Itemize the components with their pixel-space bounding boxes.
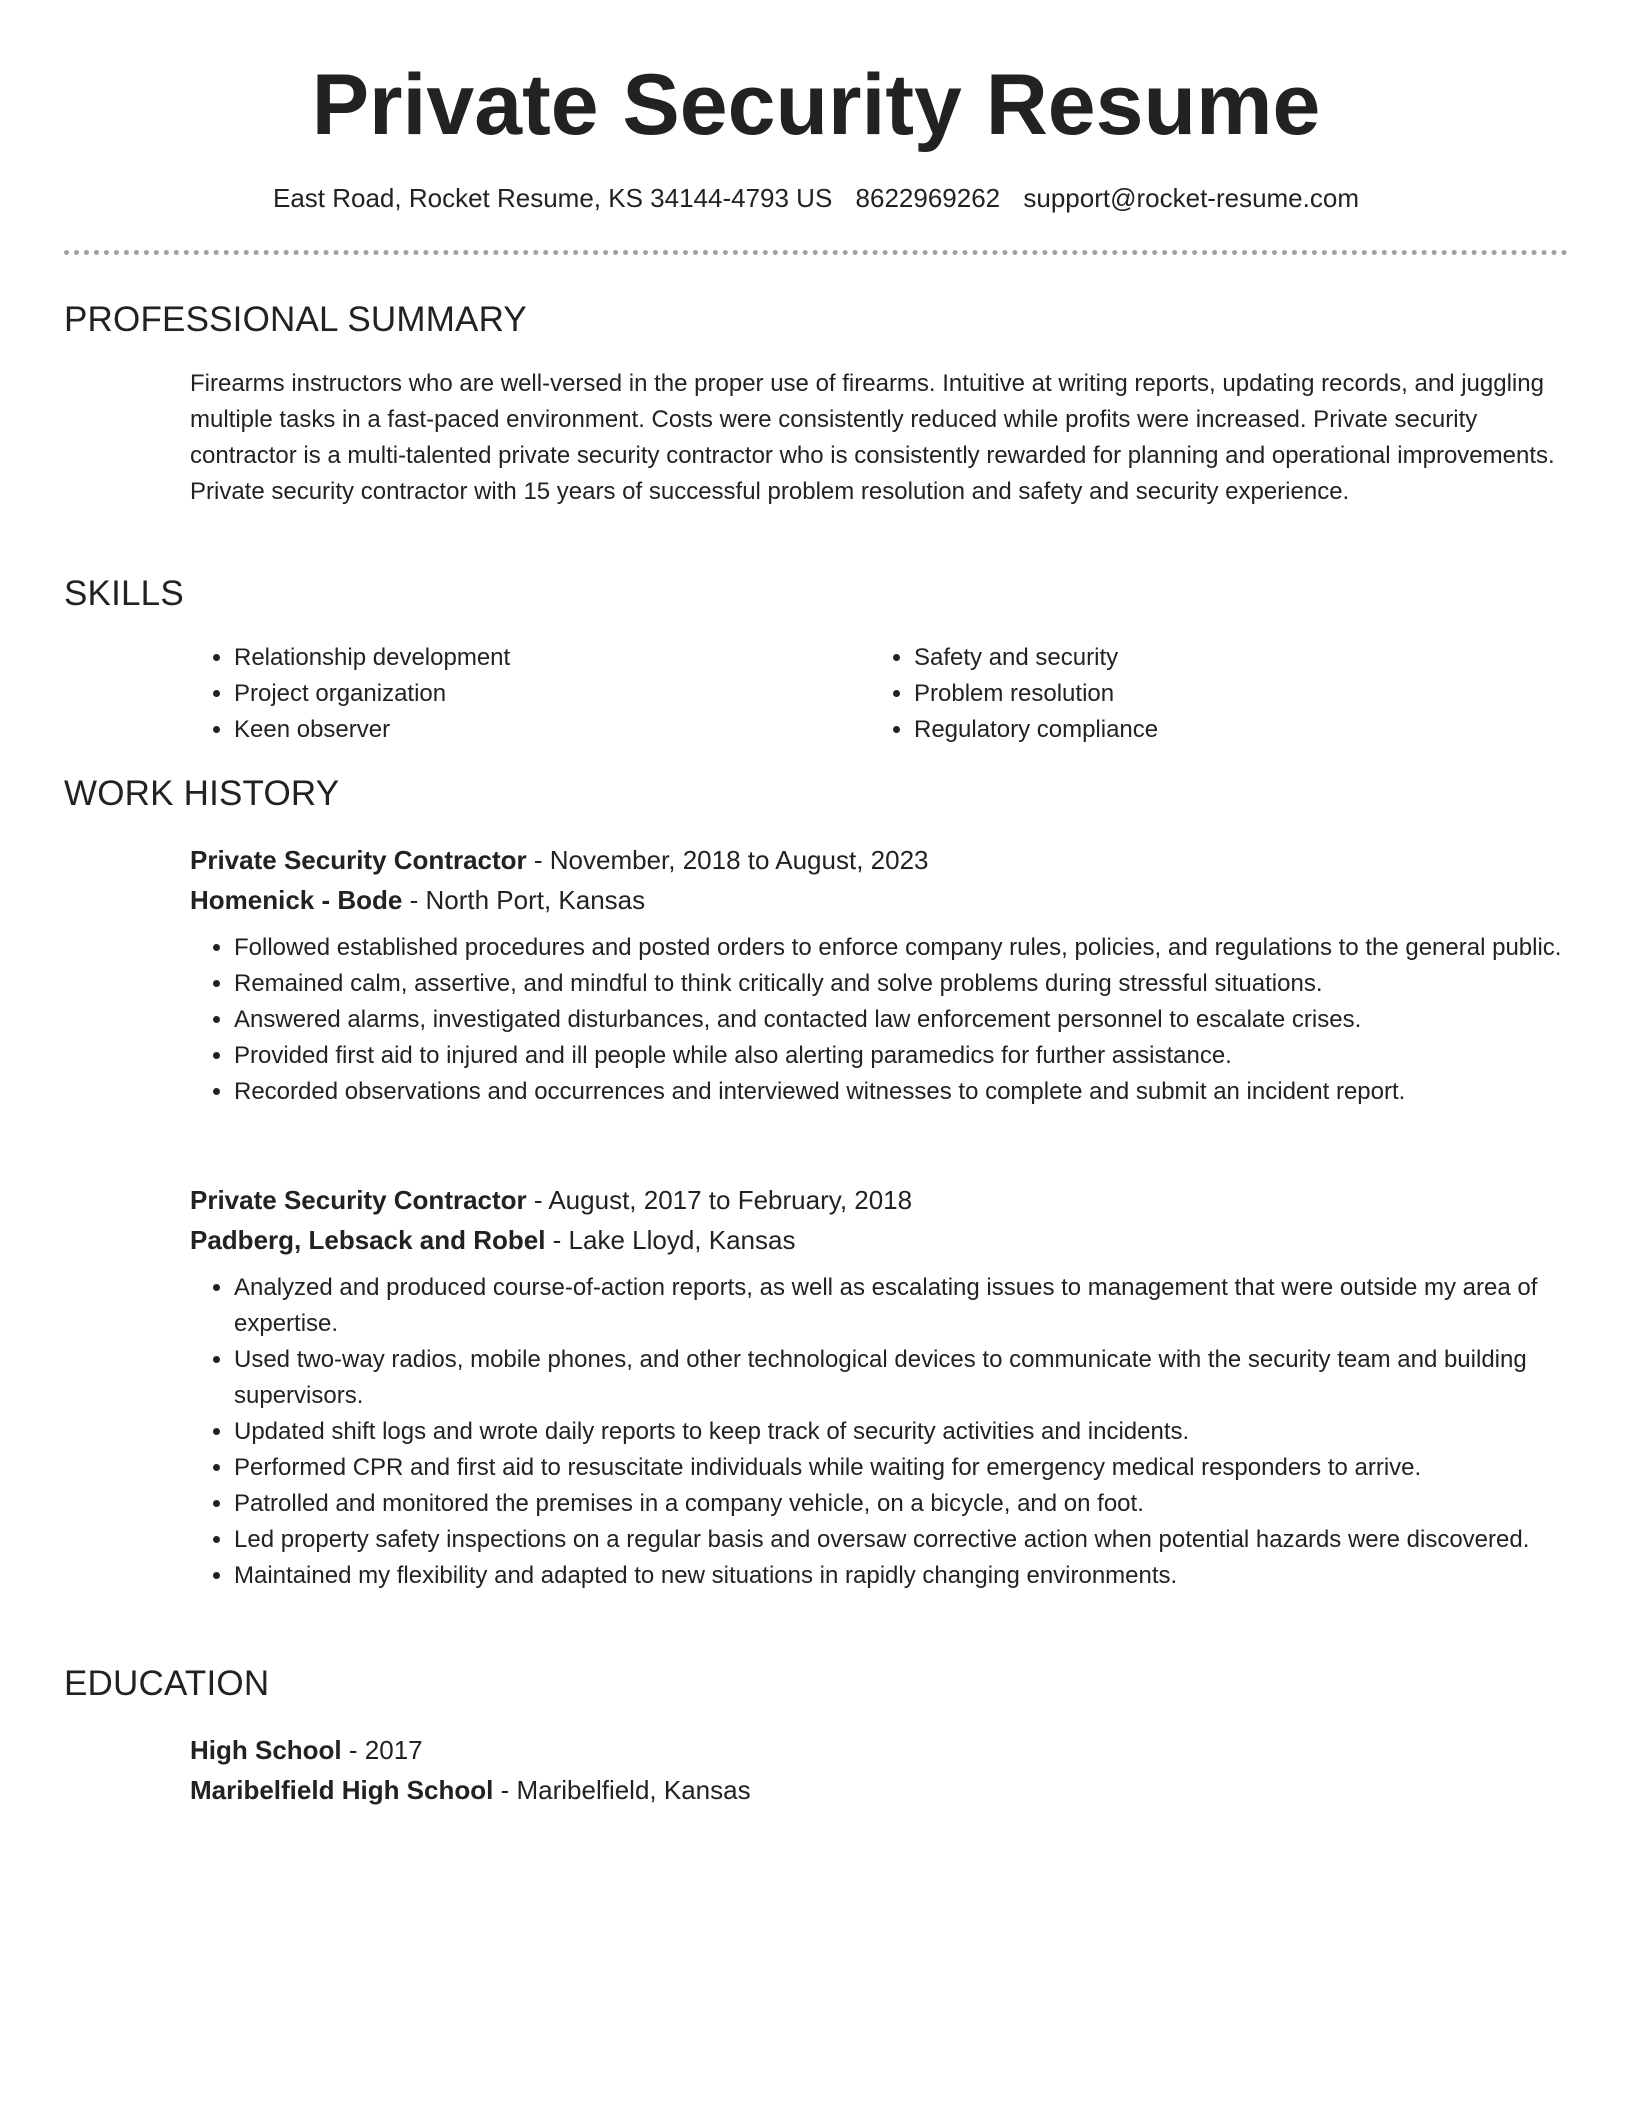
job-duty-item: • Followed established procedures and posted orders to enforce company rules, policies, and regulations to the general public. xyxy=(234,930,1570,966)
skill-item: • Project organization xyxy=(234,676,830,712)
education-degree-line xyxy=(190,1730,1570,1770)
education-degree: High School xyxy=(190,1735,342,1765)
skill-item: • Problem resolution xyxy=(914,676,1510,712)
contact-email: support@rocket-resume.com xyxy=(1023,183,1359,213)
job-company-line xyxy=(190,880,1570,920)
job-duties xyxy=(190,1270,1570,1594)
job-role: Private Security Contractor xyxy=(190,845,527,875)
skill-item: • Relationship development xyxy=(234,640,830,676)
job-duty-item: • Led property safety inspections on a regular basis and oversaw corrective action when potential hazards were discovered. xyxy=(234,1522,1570,1558)
job-duty-item: • Remained calm, assertive, and mindful to think critically and solve problems during stressful situations. xyxy=(234,966,1570,1002)
skills-column-right xyxy=(870,640,1510,748)
education-location: - Maribelfield, Kansas xyxy=(493,1775,751,1805)
work-history-heading: WORK HISTORY xyxy=(64,774,340,813)
contact-address: East Road, Rocket Resume, KS 34144-4793 US xyxy=(272,183,833,213)
summary-heading: PROFESSIONAL SUMMARY xyxy=(64,300,527,339)
skill-item: • Keen observer xyxy=(234,712,830,748)
job-company-line xyxy=(190,1220,1570,1260)
job-duties xyxy=(190,930,1570,1110)
job-entry xyxy=(190,840,1570,1110)
skills-heading: SKILLS xyxy=(64,574,184,613)
job-location: - Lake Lloyd, Kansas xyxy=(545,1225,796,1255)
skill-item: • Safety and security xyxy=(914,640,1510,676)
job-company: Padberg, Lebsack and Robel xyxy=(190,1225,546,1255)
job-duty-item: • Maintained my flexibility and adapted to new situations in rapidly changing environments. xyxy=(234,1558,1570,1594)
job-duty-item: • Updated shift logs and wrote daily reports to keep track of security activities and incidents. xyxy=(234,1414,1570,1450)
job-role-line xyxy=(190,1180,1570,1220)
job-duty-item: • Recorded observations and occurrences and interviewed witnesses to complete and submit an incident report. xyxy=(234,1074,1570,1110)
skills-column-left xyxy=(190,640,830,748)
job-duty-item: • Patrolled and monitored the premises in a company vehicle, on a bicycle, and on foot. xyxy=(234,1486,1570,1522)
education-school: Maribelfield High School xyxy=(190,1775,494,1805)
job-dates: - August, 2017 to February, 2018 xyxy=(526,1185,913,1215)
job-company: Homenick - Bode xyxy=(190,885,403,915)
header-divider xyxy=(64,250,1568,255)
job-dates: - November, 2018 to August, 2023 xyxy=(526,845,929,875)
job-duty-item: • Used two-way radios, mobile phones, and other technological devices to communicate with the security team and building supervisors. xyxy=(234,1342,1570,1414)
education-year: - 2017 xyxy=(341,1735,423,1765)
job-entry xyxy=(190,1180,1570,1594)
summary-text: Firearms instructors who are well-versed in the proper use of firearms. Intuitive at writing reports, updating records, and juggling multiple tasks in a fast-paced environment. Costs were consistently reduced while profits were increased. Private security contractor is a multi-talented private security contractor who is consistently rewarded for planning and operational improvements. Private security contractor with 15 years of successful problem resolution and safety and security experience. xyxy=(190,370,1555,505)
job-duty-item: • Analyzed and produced course-of-action reports, as well as escalating issues to management that were outside my area of expertise. xyxy=(234,1270,1570,1342)
education-entry xyxy=(190,1730,1570,1810)
job-location: - North Port, Kansas xyxy=(402,885,646,915)
education-heading: EDUCATION xyxy=(64,1664,270,1703)
education-school-line xyxy=(190,1770,1570,1810)
job-duty-item: • Performed CPR and first aid to resuscitate individuals while waiting for emergency medical responders to arrive. xyxy=(234,1450,1570,1486)
contact-line xyxy=(0,180,1632,216)
job-duty-item: • Provided first aid to injured and ill people while also alerting paramedics for further assistance. xyxy=(234,1038,1570,1074)
contact-phone: 8622969262 xyxy=(855,183,1001,213)
job-duty-item: • Answered alarms, investigated disturbances, and contacted law enforcement personnel to escalate crises. xyxy=(234,1002,1570,1038)
job-role-line xyxy=(190,840,1570,880)
skill-item: • Regulatory compliance xyxy=(914,712,1510,748)
job-role: Private Security Contractor xyxy=(190,1185,527,1215)
resume-title: Private Security Resume xyxy=(311,57,1321,153)
